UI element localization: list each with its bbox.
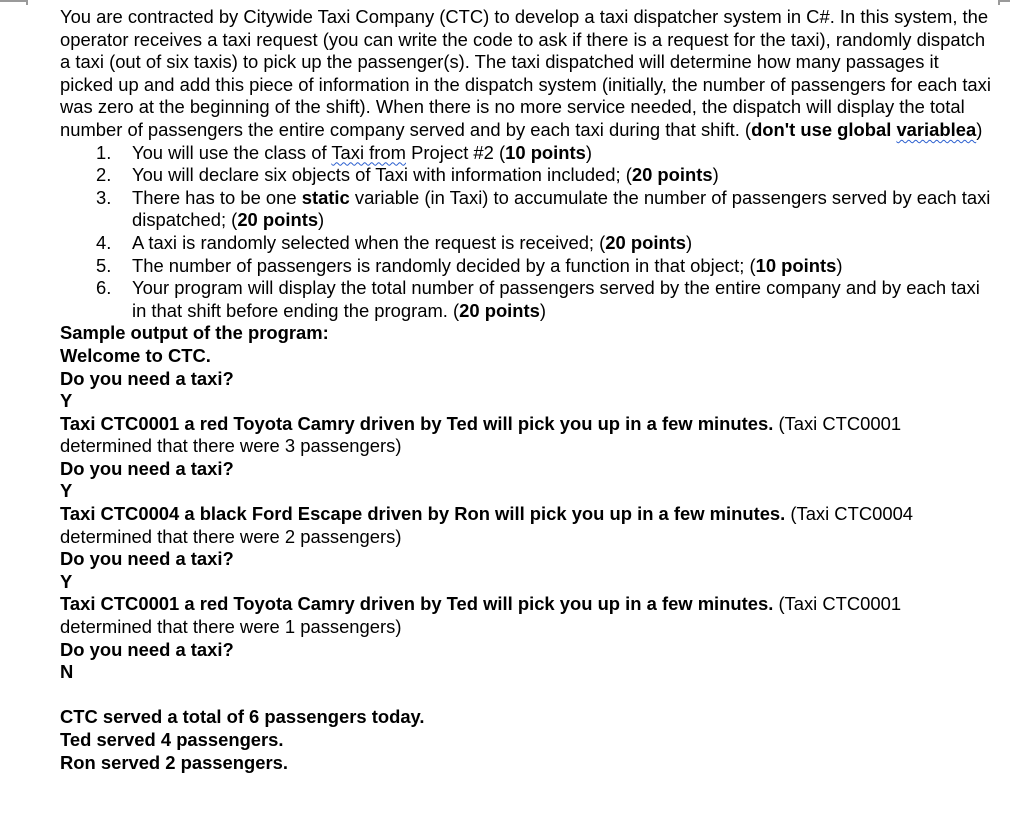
summary-line: CTC served a total of 6 passengers today. — [60, 706, 425, 728]
sample-dispatch-line: Taxi CTC0004 a black Ford Escape driven by Ron will pick you up in a few minutes. (Taxi CTC0004 determined that there were 2 passengers) — [60, 503, 914, 547]
requirements-list — [60, 142, 995, 323]
requirement-item: 1. You will use the class of Taxi from Project #2 (10 points) — [96, 141, 592, 163]
sample-question: Do you need a taxi? — [60, 638, 234, 660]
requirement-item: 3. There has to be one static variable (in Taxi) to accumulate the number of passengers served by each taxi dispatched; (20 points) — [96, 186, 991, 231]
sample-question: Do you need a taxi? — [60, 367, 234, 389]
sample-question: Do you need a taxi? — [60, 548, 234, 570]
intro-bold-note: don't use global variablea — [751, 118, 977, 140]
requirement-item: 6. Your program will display the total number of passengers served by the entire company and by each taxi in that shift before ending the program. (20 points) — [96, 277, 980, 321]
blank-line — [60, 684, 995, 707]
intro-paragraph: You are contracted by Citywide Taxi Company (CTC) to develop a taxi dispatcher system in C#. In this system, the operator receives a taxi request (you can write the code to ask if there is a request for the taxi), randomly dispatch a taxi (out of six taxis) to pick up the passenger(s). The taxi dispatched will determine how many passages it picked up and add this piece of information in the dispatch system (initially, the number of passengers for each taxi was zero at the beginning of the shift). When there is no more service needed, the dispatch will display the total number of passengers the entire company served and by each taxi during that shift. (don't use global variablea) — [60, 6, 991, 140]
sample-question: Do you need a taxi? — [60, 457, 234, 479]
sample-dispatch-line: Taxi CTC0001 a red Toyota Camry driven by Ted will pick you up in a few minutes. (Taxi CTC0001 determined that there were 3 passengers) — [60, 412, 902, 457]
sample-heading: Sample output of the program: — [60, 322, 329, 344]
requirement-item: 4. A taxi is randomly selected when the request is received; (20 points) — [96, 231, 693, 253]
spelling-error-word: variablea — [896, 118, 977, 140]
page-corner-mark-right — [998, 0, 1010, 5]
sample-answer: Y — [60, 480, 73, 502]
page-corner-mark-left — [0, 0, 28, 5]
summary-line: Ted served 4 passengers. — [60, 729, 284, 750]
requirement-item: 2. You will declare six objects of Taxi with information included; (20 points) — [96, 164, 719, 186]
sample-answer: Y — [60, 570, 73, 592]
document-page — [60, 6, 995, 774]
requirement-item: 5. The number of passengers is randomly decided by a function in that object; (10 points) — [96, 254, 843, 276]
summary-line: Ron served 2 passengers. — [60, 751, 288, 773]
sample-welcome: Welcome to CTC. — [60, 344, 211, 366]
spelling-error-word: Taxi from — [331, 141, 406, 163]
sample-dispatch-line: Taxi CTC0001 a red Toyota Camry driven by Ted will pick you up in a few minutes. (Taxi CTC0001 determined that there were 1 passengers) — [60, 593, 902, 638]
sample-answer: Y — [60, 390, 73, 412]
sample-answer: N — [60, 661, 74, 683]
